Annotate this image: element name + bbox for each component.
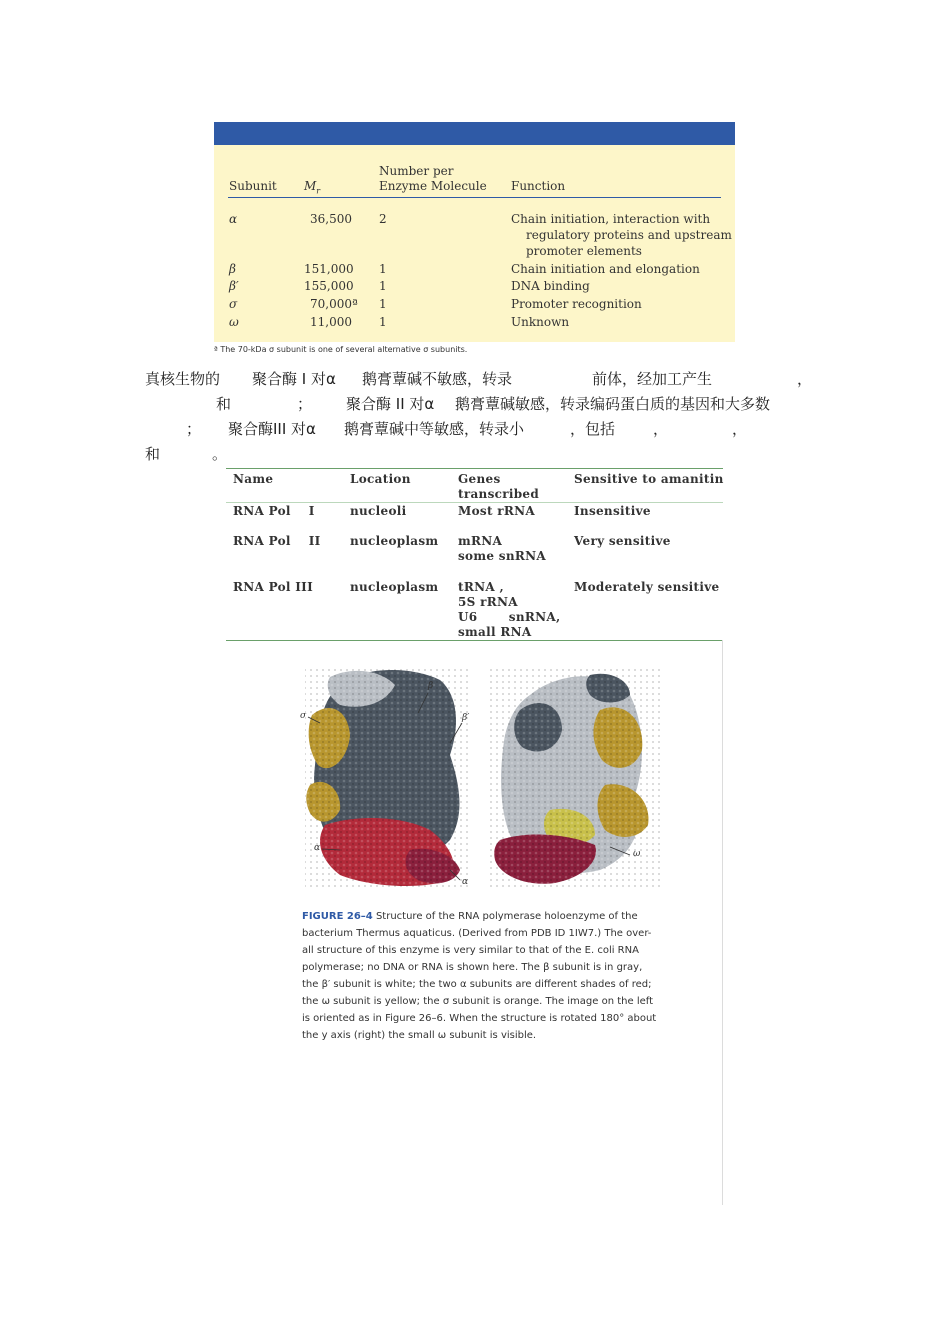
para-fragment: ， (732, 420, 748, 438)
para-fragment: ， (653, 420, 669, 438)
para-fragment: ； (186, 420, 202, 438)
caption-line: polymerase; no DNA or RNA is shown here. The β subunit is in gray, (302, 962, 643, 973)
table-row-function: DNA binding (511, 279, 590, 293)
table-bottom-rule (226, 640, 723, 641)
caption-line: the y axis (right) the small ω subunit is visible. (302, 1030, 537, 1041)
caption-text: Structure of the RNA polymerase holoenzyme of the (372, 911, 638, 922)
table-row-number: 1 (379, 315, 387, 329)
table-row-mr: 151,000 (304, 262, 354, 276)
table-row-subunit: β (229, 262, 236, 276)
table-row-subunit: σ (229, 297, 238, 311)
header-rule (228, 197, 721, 198)
caption-line: is oriented as in Figure 26–6. When the structure is rotated 180° about (302, 1013, 657, 1024)
col-header-subunit: Subunit (229, 179, 277, 193)
figure-id: FIGURE 26–4 (302, 911, 373, 922)
para-fragment: 鹅膏蕈碱不敏感，转录 (362, 370, 513, 388)
col-header-function: Function (511, 179, 566, 193)
table-row-genes: U6 snRNA, (458, 610, 561, 624)
label-omega: ω (633, 849, 641, 859)
para-fragment: 鹅膏蕈碱敏感，转录编码蛋白质的基因和大多数 (455, 395, 771, 413)
para-fragment: ， (797, 370, 813, 388)
para-fragment: 和 (216, 395, 232, 413)
table-row-genes: tRNA , (458, 580, 504, 594)
table-row-number: 1 (379, 297, 387, 311)
para-fragment: 前体，经加工产生 (592, 370, 713, 388)
table-row-name: RNA Pol I (233, 504, 315, 518)
table-row-genes: some snRNA (458, 549, 547, 563)
col-header-genes-line2: transcribed (458, 487, 540, 501)
para-fragment: 聚合酶III 对α (228, 420, 316, 438)
table-row-name: RNA Pol II (233, 534, 321, 548)
header-rule (226, 502, 723, 503)
column-divider (722, 640, 723, 1205)
table-row-location: nucleoplasm (350, 580, 439, 594)
caption-line: the ω subunit is yellow; the σ subunit is orange. The image on the left (302, 996, 654, 1007)
para-fragment: ，包括 (570, 420, 616, 438)
table-row-number: 2 (379, 212, 387, 226)
para-fragment: 聚合酶 II 对α (346, 395, 435, 413)
col-header-location: Location (350, 472, 411, 486)
para-fragment: 和 (145, 445, 161, 463)
table-row-subunit: ω (229, 315, 239, 329)
table-row-subunit: β′ (229, 279, 239, 293)
label-sigma: σ (300, 711, 307, 721)
table-row-mr: 155,000 (304, 279, 354, 293)
col-header-number-line2: Enzyme Molecule (379, 179, 487, 193)
polymerase-structure-figure (300, 665, 660, 895)
table-row-function: Chain initiation and elongation (511, 262, 700, 276)
col-header-sensitive: Sensitive to amanitin (574, 472, 724, 486)
table-row-sensitive: Insensitive (574, 504, 651, 518)
para-fragment: 真核生物的 (145, 370, 221, 388)
table-row-function: promoter elements (526, 244, 642, 258)
table-row-sensitive: Moderately sensitive (574, 580, 720, 594)
protein-structure-image (300, 665, 660, 895)
table-row-mr: 11,000 (310, 315, 352, 329)
table-row-function: Unknown (511, 315, 570, 329)
caption-line (302, 908, 662, 925)
label-alpha-bottom: α (462, 877, 469, 887)
table-row-number: 1 (379, 262, 387, 276)
table-header-bar (214, 122, 735, 145)
para-fragment: 聚合酶 I 对α (252, 370, 336, 388)
para-fragment: 。 (212, 445, 228, 463)
table-row-function: Chain initiation, interaction with (511, 212, 711, 226)
table-row-name: RNA Pol III (233, 580, 314, 594)
caption-line: the β′ subunit is white; the two α subunits are different shades of red; (302, 979, 652, 990)
label-beta: β (428, 681, 434, 691)
table-row-subunit: α (229, 212, 238, 226)
table-top-rule (226, 468, 723, 469)
table-row-location: nucleoli (350, 504, 407, 518)
col-header-number-line1: Number per (379, 164, 454, 178)
table-row-location: nucleoplasm (350, 534, 439, 548)
table-footnote: ª The 70-kDa σ subunit is one of several alternative σ subunits. (214, 345, 468, 354)
table-row-genes: Most rRNA (458, 504, 536, 518)
subunit-table (214, 122, 735, 342)
table-row-function: Promoter recognition (511, 297, 642, 311)
caption-line: all structure of this enzyme is very similar to that of the E. coli RNA (302, 945, 639, 956)
para-fragment: ； (297, 395, 313, 413)
label-beta-prime: β′ (462, 713, 470, 723)
table-row-genes: mRNA (458, 534, 503, 548)
table-row-genes: small RNA (458, 625, 532, 639)
para-fragment: 鹅膏蕈碱中等敏感，转录小 (344, 420, 525, 438)
caption-line: bacterium Thermus aquaticus. (Derived from PDB ID 1IW7.) The over- (302, 928, 652, 939)
figure-caption (302, 908, 662, 1044)
label-alpha-left: α (314, 843, 321, 853)
col-header-genes-line1: Genes (458, 472, 501, 486)
table-row-mr: 36,500 (310, 212, 352, 226)
table-row-mr: 70,000ª (310, 297, 358, 311)
table-row-number: 1 (379, 279, 387, 293)
rna-polymerase-table (226, 468, 723, 643)
col-header-name: Name (233, 472, 274, 486)
table-row-genes: 5S rRNA (458, 595, 518, 609)
col-header-mr: $M_r$ (304, 179, 321, 196)
table-row-function: regulatory proteins and upstream (526, 228, 732, 242)
left-molecule-view (305, 665, 470, 890)
table-row-sensitive: Very sensitive (574, 534, 671, 548)
